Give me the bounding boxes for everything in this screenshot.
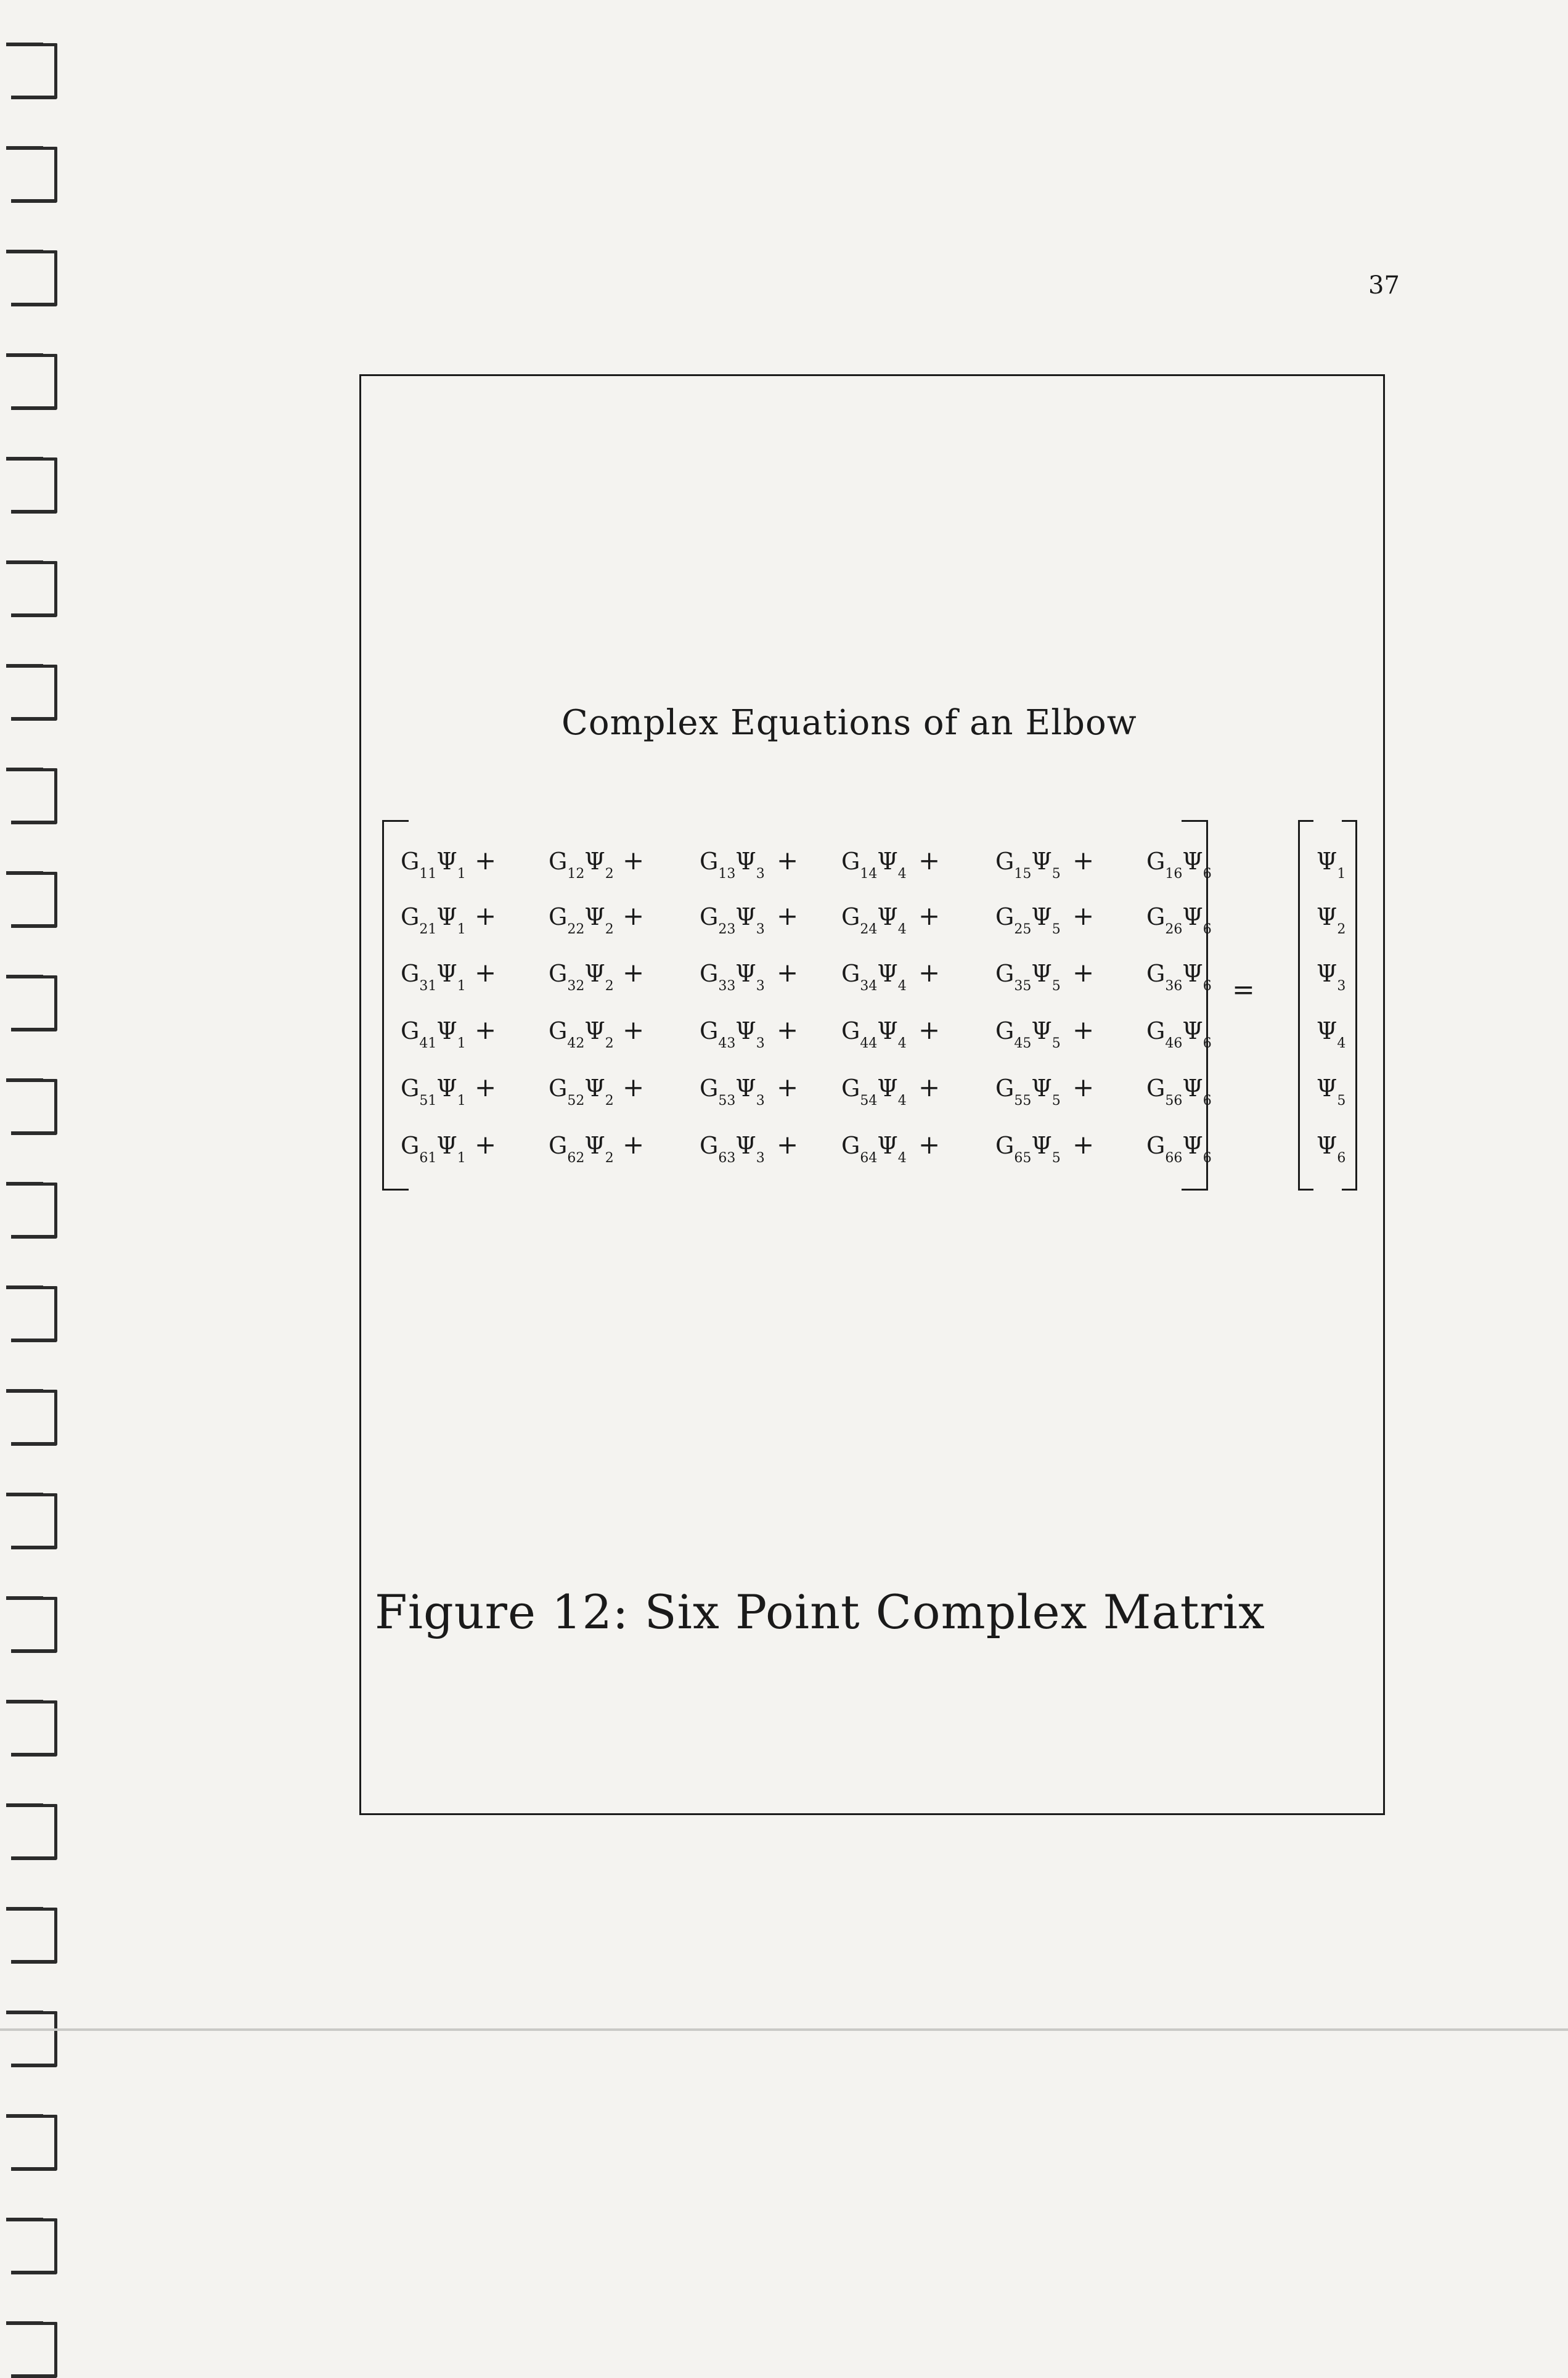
binding-ring [11, 2115, 57, 2171]
plus-sign: + [777, 845, 799, 875]
plus-sign: + [475, 1015, 497, 1045]
page-number: 37 [1368, 271, 1400, 300]
binding-ring [11, 1390, 57, 1446]
matrix-term: $G_{56}\Psi_6$ [1146, 1075, 1212, 1109]
binding-ring [11, 2218, 57, 2274]
binding-ring [11, 975, 57, 1031]
matrix-term: $G_{15}\Psi_5$ [995, 848, 1061, 882]
matrix-term: $G_{16}\Psi_6$ [1146, 848, 1212, 882]
plus-sign: + [623, 957, 645, 988]
binding-ring [11, 354, 57, 410]
plus-sign: + [475, 1072, 497, 1102]
matrix-term: $G_{45}\Psi_5$ [995, 1017, 1061, 1051]
matrix-term: $G_{41}\Psi_1$ [401, 1017, 466, 1051]
plus-sign: + [918, 1072, 941, 1102]
plus-sign: + [623, 1015, 645, 1045]
matrix-term: $G_{14}\Psi_4$ [841, 848, 907, 882]
vector-entry: $\Psi_4$ [1317, 1017, 1346, 1051]
binding-ring [11, 665, 57, 721]
rhs-vector [1298, 820, 1357, 1187]
plus-sign: + [777, 901, 799, 931]
matrix-term: $G_{43}\Psi_3$ [700, 1017, 765, 1051]
plus-sign: + [475, 901, 497, 931]
matrix-term: $G_{34}\Psi_4$ [841, 960, 907, 994]
matrix-term: $G_{66}\Psi_6$ [1146, 1132, 1212, 1166]
matrix-term: $G_{13}\Psi_3$ [700, 848, 765, 882]
binding-ring [11, 872, 57, 928]
binding-ring [11, 1183, 57, 1239]
binding-ring [11, 561, 57, 617]
plus-sign: + [918, 1015, 941, 1045]
matrix-term: $G_{65}\Psi_5$ [995, 1132, 1061, 1166]
coefficient-matrix [382, 820, 1212, 1187]
matrix-term: $G_{12}\Psi_2$ [549, 848, 614, 882]
matrix-term: $G_{61}\Psi_1$ [401, 1132, 466, 1166]
figure-caption: Figure 12: Six Point Complex Matrix [375, 1585, 1265, 1639]
plus-sign: + [777, 1015, 799, 1045]
matrix-term: $G_{31}\Psi_1$ [401, 960, 466, 994]
plus-sign: + [777, 1130, 799, 1160]
matrix-term: $G_{64}\Psi_4$ [841, 1132, 907, 1166]
matrix-term: $G_{36}\Psi_6$ [1146, 960, 1212, 994]
binding-ring [11, 250, 57, 306]
binding-ring [11, 1700, 57, 1757]
matrix-term: $G_{24}\Psi_4$ [841, 903, 907, 937]
matrix-term: $G_{46}\Psi_6$ [1146, 1017, 1212, 1051]
binding-ring [11, 2322, 57, 2378]
plus-sign: + [475, 957, 497, 988]
matrix-term: $G_{51}\Psi_1$ [401, 1075, 466, 1109]
matrix-term: $G_{63}\Psi_3$ [700, 1132, 765, 1166]
vector-entry: $\Psi_5$ [1317, 1075, 1346, 1109]
vector-left-bracket [1298, 820, 1313, 1191]
vector-entry: $\Psi_2$ [1317, 903, 1346, 937]
vector-entry: $\Psi_1$ [1317, 848, 1346, 882]
equation-title: Complex Equations of an Elbow [561, 703, 1137, 743]
plus-sign: + [1072, 1015, 1095, 1045]
matrix-term: $G_{11}\Psi_1$ [401, 848, 466, 882]
binding-ring [11, 1597, 57, 1653]
binding-ring [11, 768, 57, 824]
plus-sign: + [1072, 845, 1095, 875]
plus-sign: + [475, 1130, 497, 1160]
matrix-term: $G_{35}\Psi_5$ [995, 960, 1061, 994]
plus-sign: + [475, 845, 497, 875]
equals-sign: = [1232, 974, 1255, 1006]
plus-sign: + [777, 957, 799, 988]
matrix-term: $G_{62}\Psi_2$ [549, 1132, 614, 1166]
matrix-term: $G_{32}\Psi_2$ [549, 960, 614, 994]
plus-sign: + [1072, 1072, 1095, 1102]
plus-sign: + [918, 901, 941, 931]
binding-ring [11, 1493, 57, 1549]
matrix-term: $G_{25}\Psi_5$ [995, 903, 1061, 937]
plus-sign: + [918, 1130, 941, 1160]
matrix-term: $G_{42}\Psi_2$ [549, 1017, 614, 1051]
matrix-term: $G_{26}\Psi_6$ [1146, 903, 1212, 937]
binding-ring [11, 1079, 57, 1135]
matrix-term: $G_{55}\Psi_5$ [995, 1075, 1061, 1109]
matrix-term: $G_{52}\Psi_2$ [549, 1075, 614, 1109]
plus-sign: + [1072, 1130, 1095, 1160]
binding-ring [11, 43, 57, 99]
plus-sign: + [623, 845, 645, 875]
plus-sign: + [623, 1072, 645, 1102]
vector-entry: $\Psi_6$ [1317, 1132, 1346, 1166]
plus-sign: + [918, 957, 941, 988]
matrix-term: $G_{54}\Psi_4$ [841, 1075, 907, 1109]
matrix-term: $G_{53}\Psi_3$ [700, 1075, 765, 1109]
plus-sign: + [777, 1072, 799, 1102]
plus-sign: + [623, 1130, 645, 1160]
matrix-term: $G_{44}\Psi_4$ [841, 1017, 907, 1051]
matrix-term: $G_{33}\Psi_3$ [700, 960, 765, 994]
binding-ring [11, 1804, 57, 1860]
matrix-term: $G_{23}\Psi_3$ [700, 903, 765, 937]
matrix-term: $G_{21}\Psi_1$ [401, 903, 466, 937]
vector-entry: $\Psi_3$ [1317, 960, 1346, 994]
plus-sign: + [918, 845, 941, 875]
page-bottom-edge [0, 2028, 1568, 2031]
plus-sign: + [1072, 901, 1095, 931]
spiral-binding [0, 0, 68, 2035]
plus-sign: + [1072, 957, 1095, 988]
binding-ring [11, 2011, 57, 2067]
binding-ring [11, 457, 57, 514]
plus-sign: + [623, 901, 645, 931]
binding-ring [11, 1286, 57, 1342]
matrix-term: $G_{22}\Psi_2$ [549, 903, 614, 937]
figure-box [359, 374, 1385, 1815]
binding-ring [11, 1908, 57, 1964]
binding-ring [11, 147, 57, 203]
